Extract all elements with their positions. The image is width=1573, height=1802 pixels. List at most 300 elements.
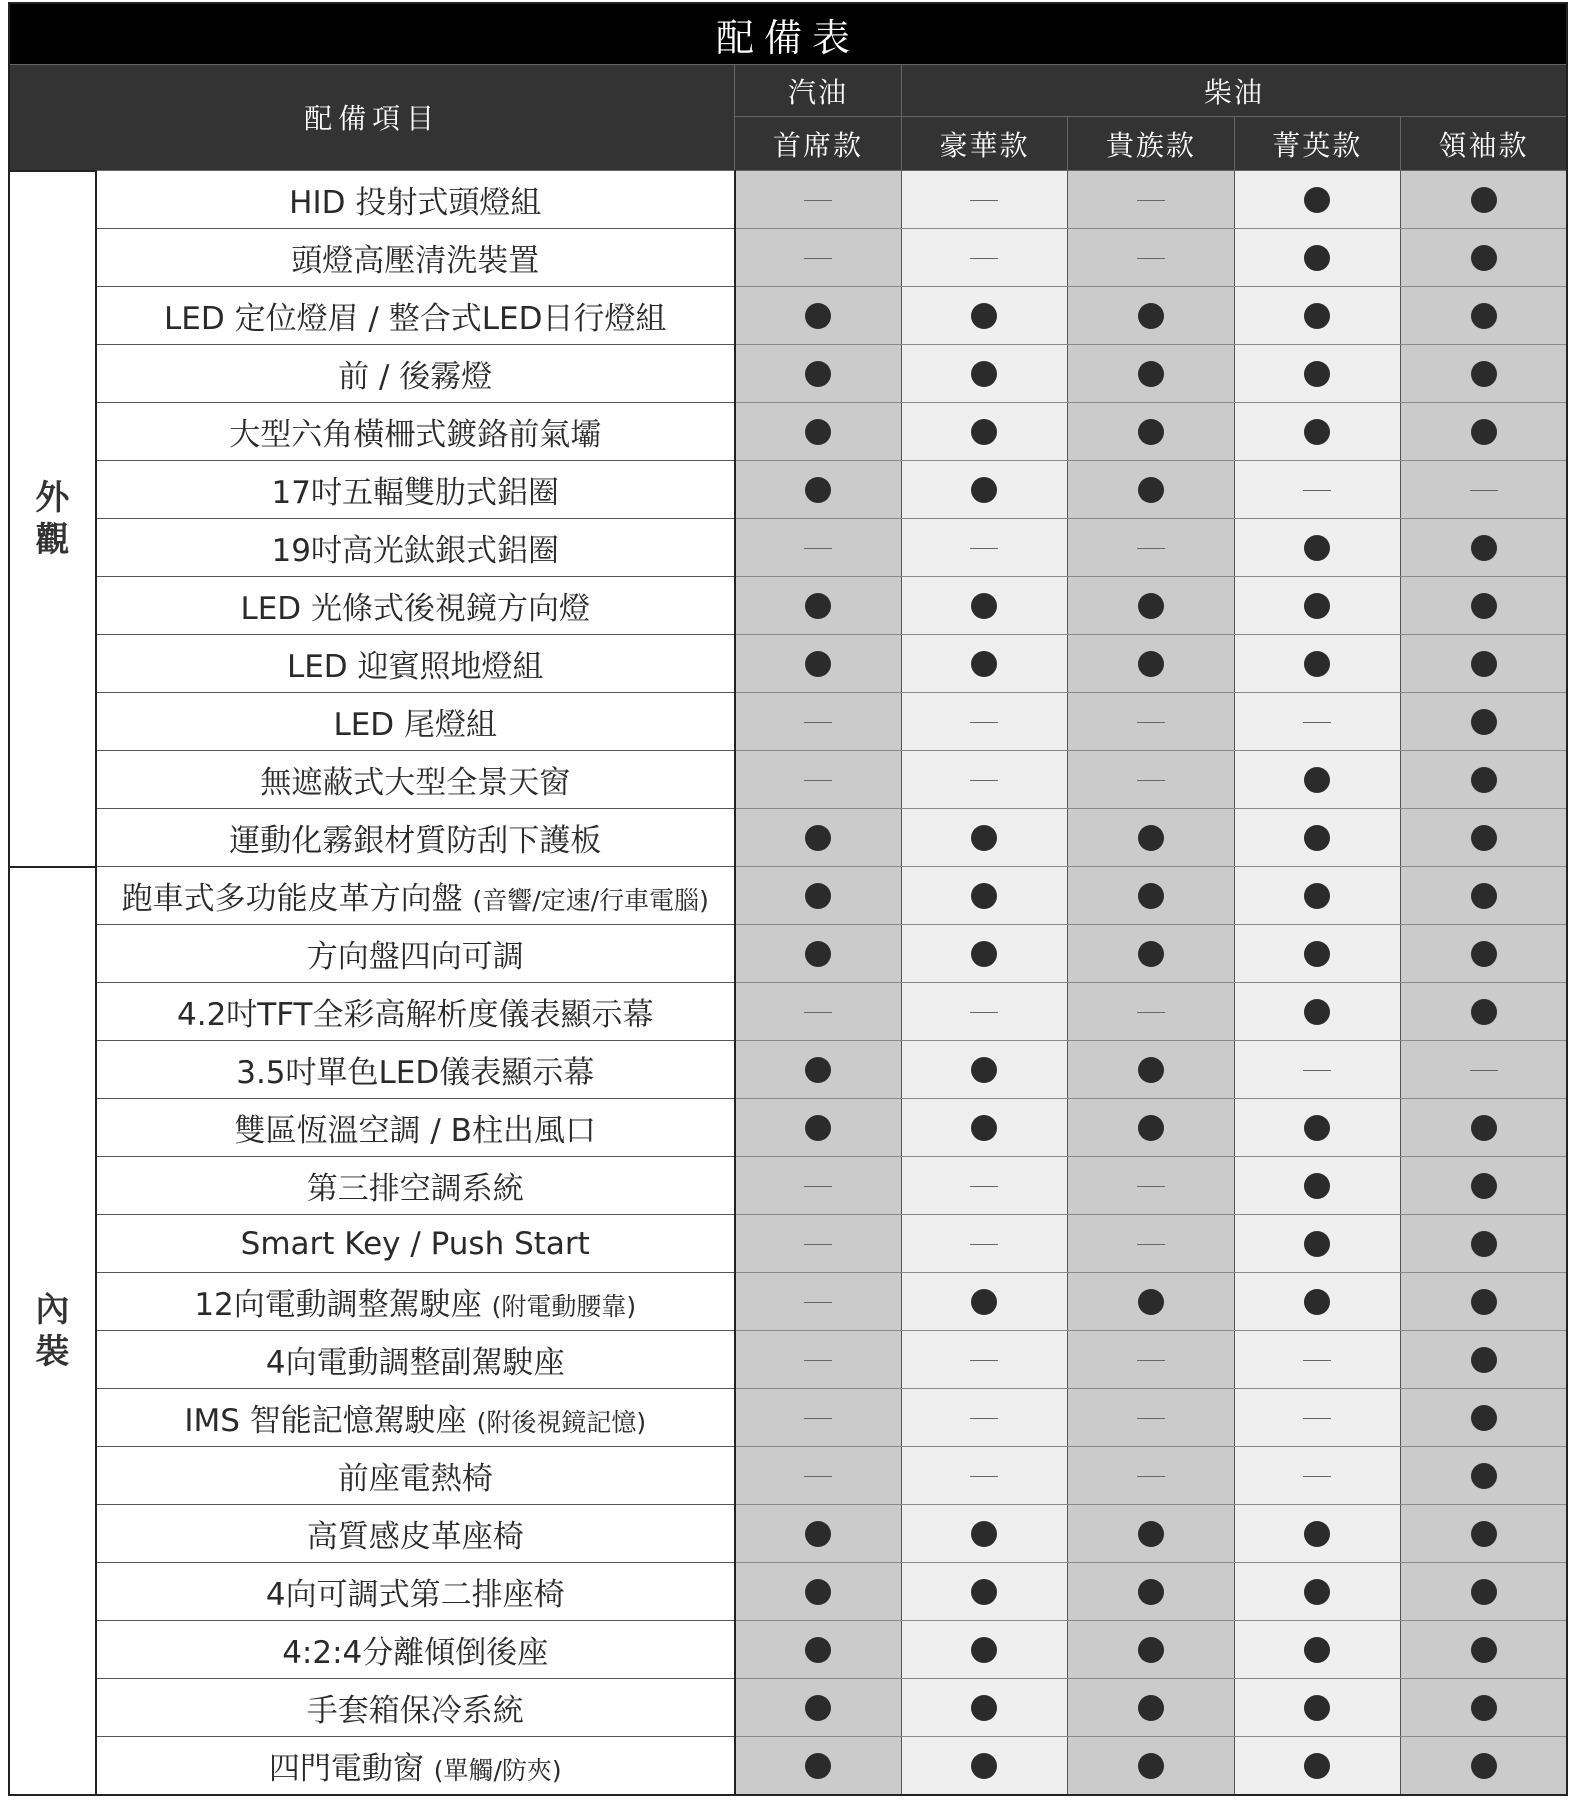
standard-dot-icon <box>971 1753 997 1779</box>
table-row <box>9 1331 1567 1389</box>
value-cell <box>1068 809 1234 867</box>
value-cell <box>901 1215 1067 1273</box>
standard-dot-icon <box>1138 1637 1164 1663</box>
standard-dot-icon <box>1471 1463 1497 1489</box>
not-available-dash-icon <box>1137 200 1165 201</box>
standard-dot-icon <box>971 1289 997 1315</box>
feature-name-cell <box>96 1157 735 1215</box>
value-cell <box>1068 1215 1234 1273</box>
section-label-text: 內裝 <box>35 1289 70 1372</box>
value-cell <box>1068 519 1234 577</box>
standard-dot-icon <box>1304 883 1330 909</box>
value-cell <box>1401 1273 1568 1331</box>
not-available-dash-icon <box>970 1418 998 1419</box>
standard-dot-icon <box>971 419 997 445</box>
value-cell <box>901 1273 1067 1331</box>
feature-name-cell <box>96 577 735 635</box>
column-group-header: 汽油 <box>735 65 901 117</box>
trim-header: 首席款 <box>735 117 901 171</box>
standard-dot-icon <box>1471 883 1497 909</box>
value-cell <box>735 1331 901 1389</box>
not-available-dash-icon <box>804 1418 832 1419</box>
value-cell <box>901 1157 1067 1215</box>
value-cell <box>1401 1737 1568 1795</box>
value-cell <box>901 635 1067 693</box>
value-cell <box>1068 1041 1234 1099</box>
value-cell <box>735 1563 901 1621</box>
feature-name-cell <box>96 1447 735 1505</box>
value-cell <box>735 461 901 519</box>
standard-dot-icon <box>1471 361 1497 387</box>
value-cell <box>1234 1447 1400 1505</box>
standard-dot-icon <box>1138 1695 1164 1721</box>
value-cell <box>1234 1273 1400 1331</box>
feature-name: 雙區恆溫空調 / B柱出風口 <box>234 1113 596 1150</box>
value-cell <box>1068 577 1234 635</box>
value-cell <box>1401 403 1568 461</box>
value-cell <box>1068 983 1234 1041</box>
value-cell <box>1234 577 1400 635</box>
standard-dot-icon <box>1471 999 1497 1025</box>
not-available-dash-icon <box>804 1302 832 1303</box>
not-available-dash-icon <box>970 258 998 259</box>
standard-dot-icon <box>1138 941 1164 967</box>
feature-name: 17吋五輻雙肋式鋁圈 <box>271 475 559 512</box>
standard-dot-icon <box>805 303 831 329</box>
standard-dot-icon <box>1471 1173 1497 1199</box>
standard-dot-icon <box>1471 1521 1497 1547</box>
feature-note: (音響/定速/行車電腦) <box>472 886 709 916</box>
value-cell <box>735 1737 901 1795</box>
feature-name-cell <box>96 1563 735 1621</box>
standard-dot-icon <box>1304 303 1330 329</box>
not-available-dash-icon <box>970 1244 998 1245</box>
not-available-dash-icon <box>1137 780 1165 781</box>
standard-dot-icon <box>1471 419 1497 445</box>
not-available-dash-icon <box>804 1186 832 1187</box>
value-cell <box>735 1041 901 1099</box>
not-available-dash-icon <box>970 200 998 201</box>
standard-dot-icon <box>1138 883 1164 909</box>
standard-dot-icon <box>1471 1753 1497 1779</box>
value-cell <box>735 1273 901 1331</box>
feature-name-cell <box>96 461 735 519</box>
standard-dot-icon <box>805 477 831 503</box>
standard-dot-icon <box>1304 1695 1330 1721</box>
table-row <box>9 229 1567 287</box>
value-cell <box>1234 1505 1400 1563</box>
value-cell <box>1068 635 1234 693</box>
standard-dot-icon <box>1304 1115 1330 1141</box>
feature-name-cell <box>96 1505 735 1563</box>
value-cell <box>735 751 901 809</box>
table-row <box>9 345 1567 403</box>
value-cell <box>1401 1157 1568 1215</box>
not-available-dash-icon <box>970 1360 998 1361</box>
table-row <box>9 1215 1567 1273</box>
value-cell <box>735 1447 901 1505</box>
value-cell <box>735 1505 901 1563</box>
standard-dot-icon <box>1304 187 1330 213</box>
value-cell <box>901 925 1067 983</box>
feature-name: 高質感皮革座椅 <box>306 1519 524 1556</box>
not-available-dash-icon <box>1137 722 1165 723</box>
standard-dot-icon <box>1138 1521 1164 1547</box>
table-row <box>9 1099 1567 1157</box>
value-cell <box>1068 1563 1234 1621</box>
standard-dot-icon <box>1138 1057 1164 1083</box>
feature-name-cell <box>96 171 735 229</box>
value-cell <box>1234 1563 1400 1621</box>
not-available-dash-icon <box>804 548 832 549</box>
not-available-dash-icon <box>970 548 998 549</box>
not-available-dash-icon <box>1137 1360 1165 1361</box>
standard-dot-icon <box>1304 1289 1330 1315</box>
standard-dot-icon <box>1471 1695 1497 1721</box>
not-available-dash-icon <box>1137 1244 1165 1245</box>
standard-dot-icon <box>1471 825 1497 851</box>
feature-name: 大型六角橫柵式鍍鉻前氣壩 <box>229 417 602 454</box>
standard-dot-icon <box>1138 1753 1164 1779</box>
value-cell <box>1234 287 1400 345</box>
value-cell <box>1401 171 1568 229</box>
table-row <box>9 867 1567 925</box>
not-available-dash-icon <box>804 258 832 259</box>
table-row <box>9 809 1567 867</box>
not-available-dash-icon <box>1303 1070 1331 1071</box>
standard-dot-icon <box>1138 361 1164 387</box>
standard-dot-icon <box>805 1057 831 1083</box>
standard-dot-icon <box>805 941 831 967</box>
value-cell <box>1234 925 1400 983</box>
feature-name-cell <box>96 635 735 693</box>
standard-dot-icon <box>971 477 997 503</box>
value-cell <box>1401 693 1568 751</box>
value-cell <box>1068 1331 1234 1389</box>
value-cell <box>735 1621 901 1679</box>
value-cell <box>1401 867 1568 925</box>
value-cell <box>901 577 1067 635</box>
value-cell <box>901 171 1067 229</box>
value-cell <box>735 345 901 403</box>
standard-dot-icon <box>971 303 997 329</box>
not-available-dash-icon <box>970 722 998 723</box>
value-cell <box>1401 577 1568 635</box>
value-cell <box>1234 983 1400 1041</box>
value-cell <box>1234 693 1400 751</box>
feature-name: 跑車式多功能皮革方向盤 <box>121 881 463 918</box>
table-row <box>9 1505 1567 1563</box>
standard-dot-icon <box>1304 1637 1330 1663</box>
feature-name-cell <box>96 751 735 809</box>
standard-dot-icon <box>1304 1521 1330 1547</box>
feature-note: (附後視鏡記憶) <box>476 1408 647 1438</box>
standard-dot-icon <box>805 1637 831 1663</box>
not-available-dash-icon <box>804 200 832 201</box>
table-row <box>9 1041 1567 1099</box>
value-cell <box>901 1679 1067 1737</box>
feature-note: (附電動腰靠) <box>491 1292 637 1322</box>
feature-name-cell <box>96 693 735 751</box>
value-cell <box>1068 1389 1234 1447</box>
standard-dot-icon <box>1138 1579 1164 1605</box>
feature-name-cell <box>96 403 735 461</box>
feature-name-cell <box>96 1621 735 1679</box>
value-cell <box>1401 925 1568 983</box>
feature-name: 運動化霧銀材質防刮下護板 <box>229 823 602 860</box>
feature-name-cell <box>96 1215 735 1273</box>
table-row <box>9 751 1567 809</box>
value-cell <box>735 925 901 983</box>
value-cell <box>1401 1679 1568 1737</box>
standard-dot-icon <box>805 593 831 619</box>
standard-dot-icon <box>1471 1405 1497 1431</box>
feature-name-cell <box>96 867 735 925</box>
standard-dot-icon <box>1471 593 1497 619</box>
standard-dot-icon <box>805 651 831 677</box>
feature-name: 4.2吋TFT全彩高解析度儀表顯示幕 <box>177 997 654 1034</box>
value-cell <box>1401 287 1568 345</box>
value-cell <box>1401 461 1568 519</box>
value-cell <box>735 635 901 693</box>
value-cell <box>735 1099 901 1157</box>
value-cell <box>1401 1505 1568 1563</box>
value-cell <box>1234 809 1400 867</box>
value-cell <box>735 287 901 345</box>
standard-dot-icon <box>1138 593 1164 619</box>
value-cell <box>1234 867 1400 925</box>
value-cell <box>1068 693 1234 751</box>
standard-dot-icon <box>1138 1289 1164 1315</box>
value-cell <box>901 1621 1067 1679</box>
standard-dot-icon <box>971 593 997 619</box>
feature-name: 前 / 後霧燈 <box>338 359 493 396</box>
value-cell <box>901 461 1067 519</box>
value-cell <box>735 983 901 1041</box>
value-cell <box>1068 461 1234 519</box>
value-cell <box>735 1679 901 1737</box>
feature-name-cell <box>96 1331 735 1389</box>
table-row <box>9 1563 1567 1621</box>
standard-dot-icon <box>971 1637 997 1663</box>
table-row <box>9 1621 1567 1679</box>
value-cell <box>1068 1621 1234 1679</box>
value-cell <box>1234 461 1400 519</box>
feature-name-cell <box>96 1273 735 1331</box>
standard-dot-icon <box>1471 1231 1497 1257</box>
value-cell <box>901 287 1067 345</box>
not-available-dash-icon <box>804 1360 832 1361</box>
standard-dot-icon <box>1471 303 1497 329</box>
value-cell <box>901 751 1067 809</box>
standard-dot-icon <box>971 883 997 909</box>
standard-dot-icon <box>1471 1637 1497 1663</box>
standard-dot-icon <box>1138 825 1164 851</box>
feature-name-cell <box>96 1737 735 1795</box>
feature-name: Smart Key / Push Start <box>240 1225 590 1262</box>
table-row <box>9 461 1567 519</box>
equipment-table <box>8 2 1568 1796</box>
not-available-dash-icon <box>1303 1418 1331 1419</box>
standard-dot-icon <box>971 1057 997 1083</box>
table-title: 配備表 <box>9 3 1567 65</box>
value-cell <box>1068 287 1234 345</box>
table-row <box>9 1157 1567 1215</box>
value-cell <box>1401 1447 1568 1505</box>
standard-dot-icon <box>1304 593 1330 619</box>
value-cell <box>1234 1621 1400 1679</box>
value-cell <box>735 403 901 461</box>
standard-dot-icon <box>1138 419 1164 445</box>
standard-dot-icon <box>971 825 997 851</box>
feature-name: 12向電動調整駕駛座 <box>194 1287 482 1324</box>
value-cell <box>1068 229 1234 287</box>
table-row <box>9 171 1567 229</box>
standard-dot-icon <box>1471 1289 1497 1315</box>
value-cell <box>1234 519 1400 577</box>
standard-dot-icon <box>805 1521 831 1547</box>
value-cell <box>1401 983 1568 1041</box>
not-available-dash-icon <box>1303 722 1331 723</box>
section-label <box>9 171 96 867</box>
feature-name-cell <box>96 287 735 345</box>
value-cell <box>901 345 1067 403</box>
not-available-dash-icon <box>1137 548 1165 549</box>
standard-dot-icon <box>1471 767 1497 793</box>
table-row <box>9 1447 1567 1505</box>
not-available-dash-icon <box>1470 1070 1498 1071</box>
standard-dot-icon <box>1471 187 1497 213</box>
value-cell <box>901 1563 1067 1621</box>
trim-header: 豪華款 <box>901 117 1067 171</box>
not-available-dash-icon <box>804 722 832 723</box>
value-cell <box>1401 1621 1568 1679</box>
feature-name-cell <box>96 1099 735 1157</box>
value-cell <box>735 229 901 287</box>
value-cell <box>1234 345 1400 403</box>
value-cell <box>1234 229 1400 287</box>
table-row <box>9 1273 1567 1331</box>
value-cell <box>901 519 1067 577</box>
value-cell <box>1068 345 1234 403</box>
standard-dot-icon <box>1304 941 1330 967</box>
value-cell <box>1234 1331 1400 1389</box>
table-row <box>9 1679 1567 1737</box>
value-cell <box>1068 925 1234 983</box>
not-available-dash-icon <box>804 1012 832 1013</box>
feature-name: 19吋高光鈦銀式鋁圈 <box>271 533 559 570</box>
value-cell <box>1234 171 1400 229</box>
standard-dot-icon <box>971 1579 997 1605</box>
standard-dot-icon <box>805 1579 831 1605</box>
value-cell <box>1068 1447 1234 1505</box>
feature-name-cell <box>96 1041 735 1099</box>
table-row <box>9 519 1567 577</box>
table-row <box>9 635 1567 693</box>
trim-header: 領袖款 <box>1401 117 1568 171</box>
value-cell <box>1234 403 1400 461</box>
value-cell <box>735 867 901 925</box>
standard-dot-icon <box>1138 303 1164 329</box>
value-cell <box>901 403 1067 461</box>
value-cell <box>1401 1389 1568 1447</box>
feature-name-cell <box>96 1389 735 1447</box>
standard-dot-icon <box>1304 1753 1330 1779</box>
feature-note: (單觸/防夾) <box>433 1756 562 1786</box>
standard-dot-icon <box>1304 1579 1330 1605</box>
not-available-dash-icon <box>970 1012 998 1013</box>
value-cell <box>1401 1563 1568 1621</box>
not-available-dash-icon <box>1303 1360 1331 1361</box>
value-cell <box>1401 1215 1568 1273</box>
table-row <box>9 1389 1567 1447</box>
standard-dot-icon <box>971 651 997 677</box>
feature-name-cell <box>96 345 735 403</box>
standard-dot-icon <box>1471 651 1497 677</box>
feature-name: 無遮蔽式大型全景天窗 <box>260 765 571 802</box>
value-cell <box>1401 751 1568 809</box>
table-row <box>9 287 1567 345</box>
trim-header: 菁英款 <box>1234 117 1400 171</box>
table-row <box>9 403 1567 461</box>
value-cell <box>735 577 901 635</box>
value-cell <box>901 983 1067 1041</box>
value-cell <box>1234 1041 1400 1099</box>
value-cell <box>1234 1737 1400 1795</box>
value-cell <box>1068 171 1234 229</box>
standard-dot-icon <box>1471 1579 1497 1605</box>
value-cell <box>1401 635 1568 693</box>
standard-dot-icon <box>1471 1347 1497 1373</box>
value-cell <box>1234 1157 1400 1215</box>
standard-dot-icon <box>1304 361 1330 387</box>
value-cell <box>901 1447 1067 1505</box>
standard-dot-icon <box>805 1115 831 1141</box>
feature-name-cell <box>96 519 735 577</box>
value-cell <box>735 1389 901 1447</box>
value-cell <box>1234 1679 1400 1737</box>
feature-name-cell <box>96 809 735 867</box>
value-cell <box>735 1157 901 1215</box>
column-group-header: 柴油 <box>901 65 1567 117</box>
standard-dot-icon <box>971 1115 997 1141</box>
standard-dot-icon <box>1304 535 1330 561</box>
standard-dot-icon <box>805 825 831 851</box>
feature-name-cell <box>96 983 735 1041</box>
standard-dot-icon <box>1471 245 1497 271</box>
not-available-dash-icon <box>1470 490 1498 491</box>
feature-name: 前座電熱椅 <box>337 1461 493 1498</box>
standard-dot-icon <box>805 883 831 909</box>
not-available-dash-icon <box>970 1186 998 1187</box>
table-row <box>9 577 1567 635</box>
value-cell <box>901 1505 1067 1563</box>
value-cell <box>1401 1041 1568 1099</box>
table-row <box>9 983 1567 1041</box>
not-available-dash-icon <box>1137 1186 1165 1187</box>
feature-name: LED 尾燈組 <box>333 707 498 744</box>
standard-dot-icon <box>1471 535 1497 561</box>
standard-dot-icon <box>805 1695 831 1721</box>
not-available-dash-icon <box>970 780 998 781</box>
not-available-dash-icon <box>1303 1476 1331 1477</box>
feature-name: HID 投射式頭燈組 <box>289 185 542 221</box>
standard-dot-icon <box>805 419 831 445</box>
value-cell <box>1401 345 1568 403</box>
not-available-dash-icon <box>804 1244 832 1245</box>
feature-name: 手套箱保冷系統 <box>306 1693 524 1730</box>
value-cell <box>901 1041 1067 1099</box>
